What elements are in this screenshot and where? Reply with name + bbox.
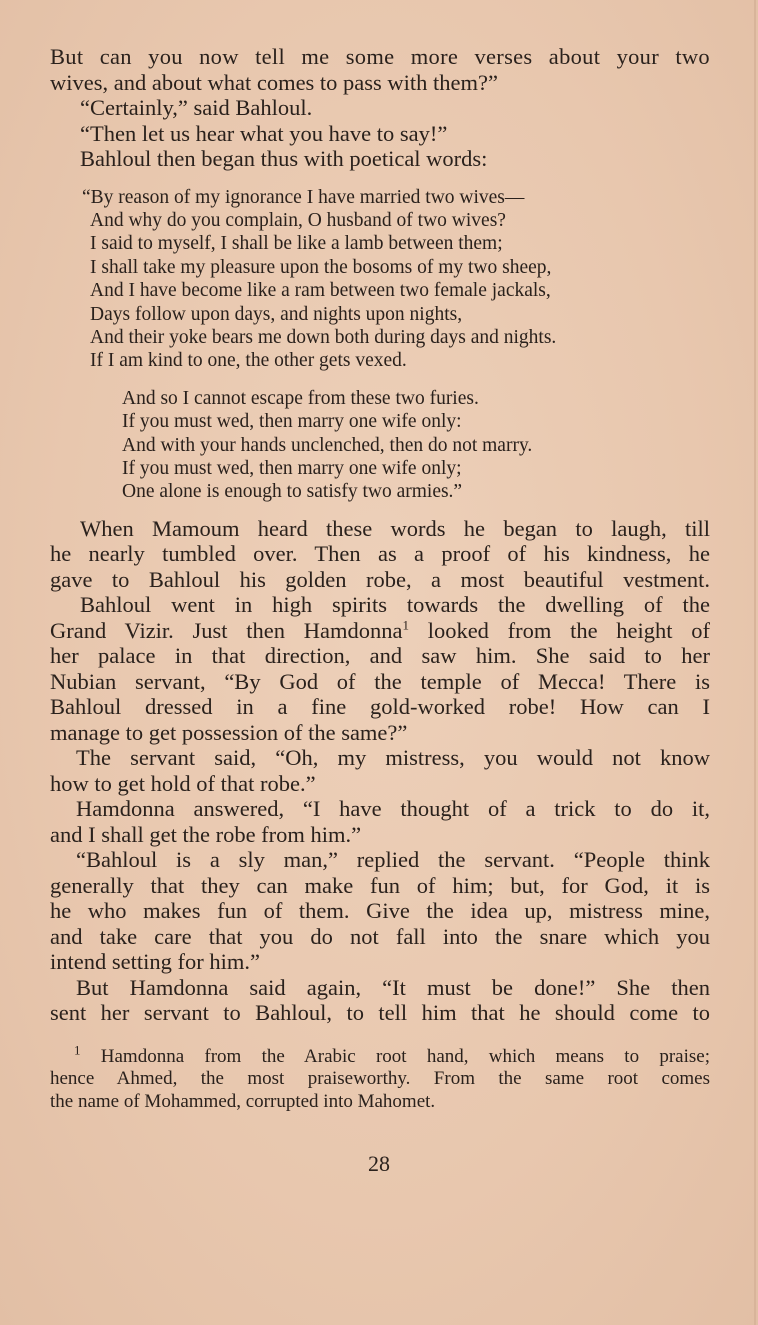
- text-line: sent her servant to Bahloul, to tell him that he should come to: [50, 1000, 710, 1026]
- footnote-line: the name of Mohammed, corrupted into Mahomet.: [50, 1090, 436, 1112]
- text-line: When Mamoum heard these words he began to laugh, till: [80, 515, 710, 541]
- text-line: But Hamdonna said again, “It must be done!” She then: [76, 974, 710, 1000]
- poem-stanza-1: [50, 186, 710, 373]
- text-line: her palace in that direction, and saw him. She said to her: [50, 643, 710, 669]
- paragraph-servant: [50, 745, 710, 796]
- text-line: and take care that you do not fall into the snare which you: [50, 923, 710, 949]
- text-line: Bahloul went in high spirits towards the dwelling of the: [80, 592, 710, 618]
- paragraph-must-be-done: [50, 975, 710, 1026]
- poem-line: And why do you complain, O husband of two wives?: [90, 209, 506, 231]
- page-number: 28: [368, 1151, 390, 1176]
- poem-line: And so I cannot escape from these two furies.: [122, 387, 479, 409]
- text-line: Hamdonna answered, “I have thought of a trick to do it,: [76, 796, 710, 822]
- poem-line: If you must wed, then marry one wife only;: [122, 457, 462, 479]
- footnote-line: [50, 1042, 710, 1069]
- text-line: The servant said, “Oh, my mistress, you would not know: [76, 745, 710, 771]
- poem-line: I said to myself, I shall be like a lamb between them;: [90, 233, 503, 255]
- page-edge: [754, 0, 756, 1325]
- poem-line: One alone is enough to satisfy two armies.”: [122, 481, 463, 503]
- text-line: and I shall get the robe from him.”: [50, 821, 362, 847]
- text-line: But can you now tell me some more verses about your two: [50, 44, 710, 69]
- text-line: he nearly tumbled over. Then as a proof of his kindness, he: [50, 541, 710, 567]
- text-line: generally that they can make fun of him; but, for God, it is: [50, 872, 710, 898]
- poem-line: And with your hands unclenched, then do not marry.: [122, 434, 533, 456]
- poem-line: And their yoke bears me down both during days and nights.: [90, 326, 557, 348]
- text-line: wives, and about what comes to pass with them?”: [50, 69, 499, 95]
- footnote-reference: 1: [402, 617, 409, 633]
- footnote: [50, 1042, 710, 1114]
- text-line: gave to Bahloul his golden robe, a most beautiful vestment.: [50, 566, 710, 592]
- text-line: he who makes fun of them. Give the idea up, mistress mine,: [50, 898, 710, 924]
- paragraph-sly-man: [50, 847, 710, 975]
- text-line: “Certainly,” said Bahloul.: [80, 95, 313, 120]
- text-line: Bahloul then began thus with poetical words:: [80, 146, 488, 171]
- text-line: how to get hold of that robe.”: [50, 770, 316, 796]
- paragraph-mamoum: [50, 516, 710, 593]
- poem-line: If you must wed, then marry one wife only:: [122, 411, 462, 433]
- paragraph-hamdonna: [50, 796, 710, 847]
- text-line: intend setting for him.”: [50, 949, 260, 975]
- poem-line: “By reason of my ignorance I have married two wives—: [82, 186, 525, 208]
- text-fragment: Grand Vizir. Just then Hamdonna: [50, 617, 403, 643]
- poem-line: I shall take my pleasure upon the bosoms of my two sheep,: [90, 256, 552, 278]
- dialog-block: [50, 95, 710, 172]
- text-line: “Then let us hear what you have to say!”: [80, 120, 448, 146]
- poem-line: Days follow upon days, and nights upon nights,: [90, 303, 463, 325]
- footnote-line: hence Ahmed, the most praiseworthy. From the same root comes: [50, 1068, 710, 1090]
- text-fragment: Hamdonna from the Arabic root hand, which means to praise;: [100, 1045, 710, 1067]
- text-line: [50, 618, 710, 644]
- text-line: Bahloul dressed in a fine gold-worked robe! How can I: [50, 694, 710, 720]
- poem-line: And I have become like a ram between two female jackals,: [90, 280, 551, 302]
- text-fragment: looked from the height of: [427, 617, 711, 643]
- footnote-mark: 1: [74, 1042, 81, 1058]
- poem-stanza-2: [50, 387, 710, 504]
- text-line: manage to get possession of the same?”: [50, 719, 408, 745]
- paragraph-bahloul-vizir: [50, 592, 710, 745]
- text-line: Nubian servant, “By God of the temple of Mecca! There is: [50, 668, 710, 694]
- book-page: [50, 44, 710, 1113]
- text-line: “Bahloul is a sly man,” replied the servant. “People think: [76, 847, 710, 873]
- poem-line: If I am kind to one, the other gets vexed.: [90, 350, 407, 372]
- opening-paragraph: [50, 44, 710, 95]
